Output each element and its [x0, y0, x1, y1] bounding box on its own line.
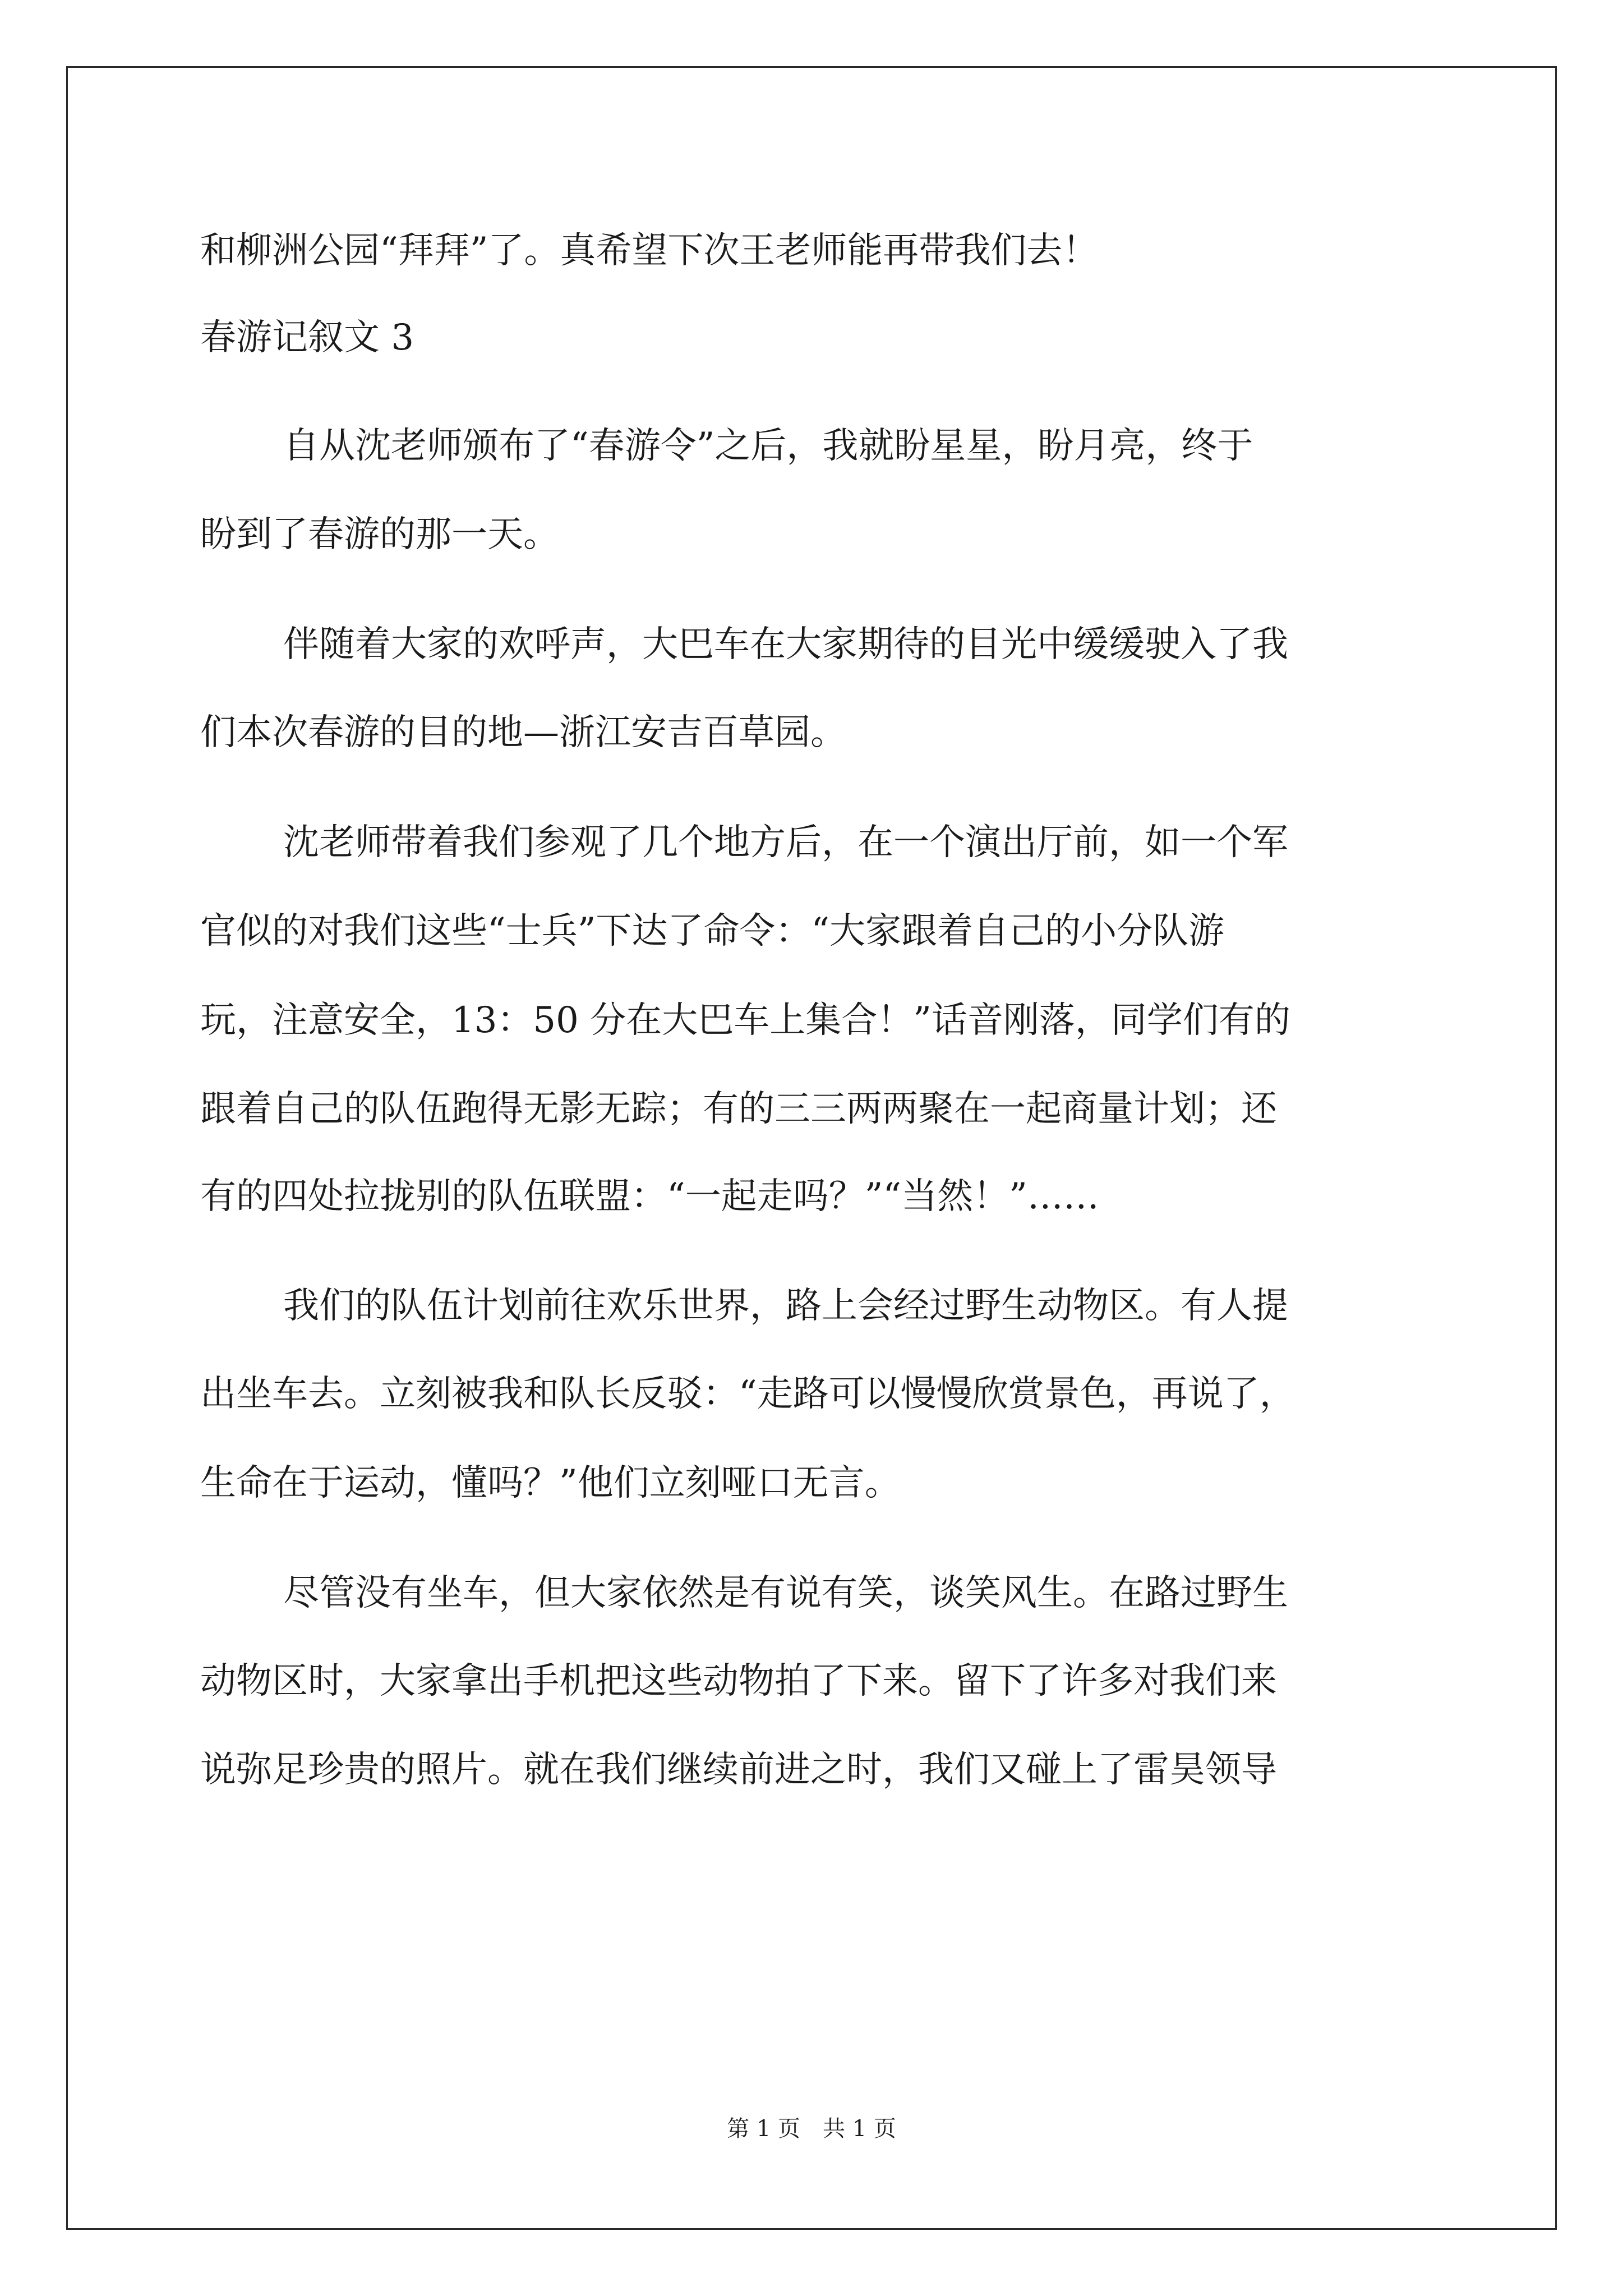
page-number-footer: 第 1 页 共 1 页 — [727, 2116, 896, 2142]
text-line: 动物区时，大家拿出手机把这些动物拍了下来。留下了许多对我们来 — [200, 1660, 1277, 1702]
text-line: 有的四处拉拢别的队伍联盟：“一起走吗？”“当然！”…… — [200, 1176, 1099, 1217]
text-line: 玩，注意安全，13：50 分在大巴车上集合！”话音刚落，同学们有的 — [200, 1000, 1290, 1041]
section-heading: 春游记叙文 3 — [200, 317, 414, 358]
text-line: 跟着自己的队伍跑得无影无踪；有的三三两两聚在一起商量计划；还 — [200, 1088, 1277, 1130]
text-line: 官似的对我们这些“士兵”下达了命令：“大家跟着自己的小分队游 — [200, 910, 1225, 952]
text-line: 沈老师带着我们参观了几个地方后，在一个演出厅前，如一个军 — [283, 822, 1288, 863]
page-border — [66, 66, 1557, 2230]
text-line: 说弥足珍贵的照片。就在我们继续前进之时，我们又碰上了雷昊领导 — [200, 1749, 1277, 1791]
text-line: 出坐车去。立刻被我和队长反驳：“走路可以慢慢欣赏景色，再说了， — [200, 1373, 1295, 1415]
text-line: 盼到了春游的那一天。 — [200, 514, 559, 555]
text-line: 自从沈老师颁布了“春游令”之后，我就盼星星，盼月亮，终于 — [283, 425, 1253, 467]
text-line: 生命在于运动，懂吗？”他们立刻哑口无言。 — [200, 1462, 901, 1504]
text-line: 们本次春游的目的地—浙江安吉百草园。 — [200, 712, 846, 753]
text-line: 和柳洲公园“拜拜”了。真希望下次王老师能再带我们去！ — [200, 230, 1099, 272]
text-line: 伴随着大家的欢呼声，大巴车在大家期待的目光中缓缓驶入了我 — [283, 624, 1288, 665]
text-line: 我们的队伍计划前往欢乐世界，路上会经过野生动物区。有人提 — [283, 1285, 1288, 1327]
text-line: 尽管没有坐车，但大家依然是有说有笑，谈笑风生。在路过野生 — [283, 1572, 1288, 1614]
